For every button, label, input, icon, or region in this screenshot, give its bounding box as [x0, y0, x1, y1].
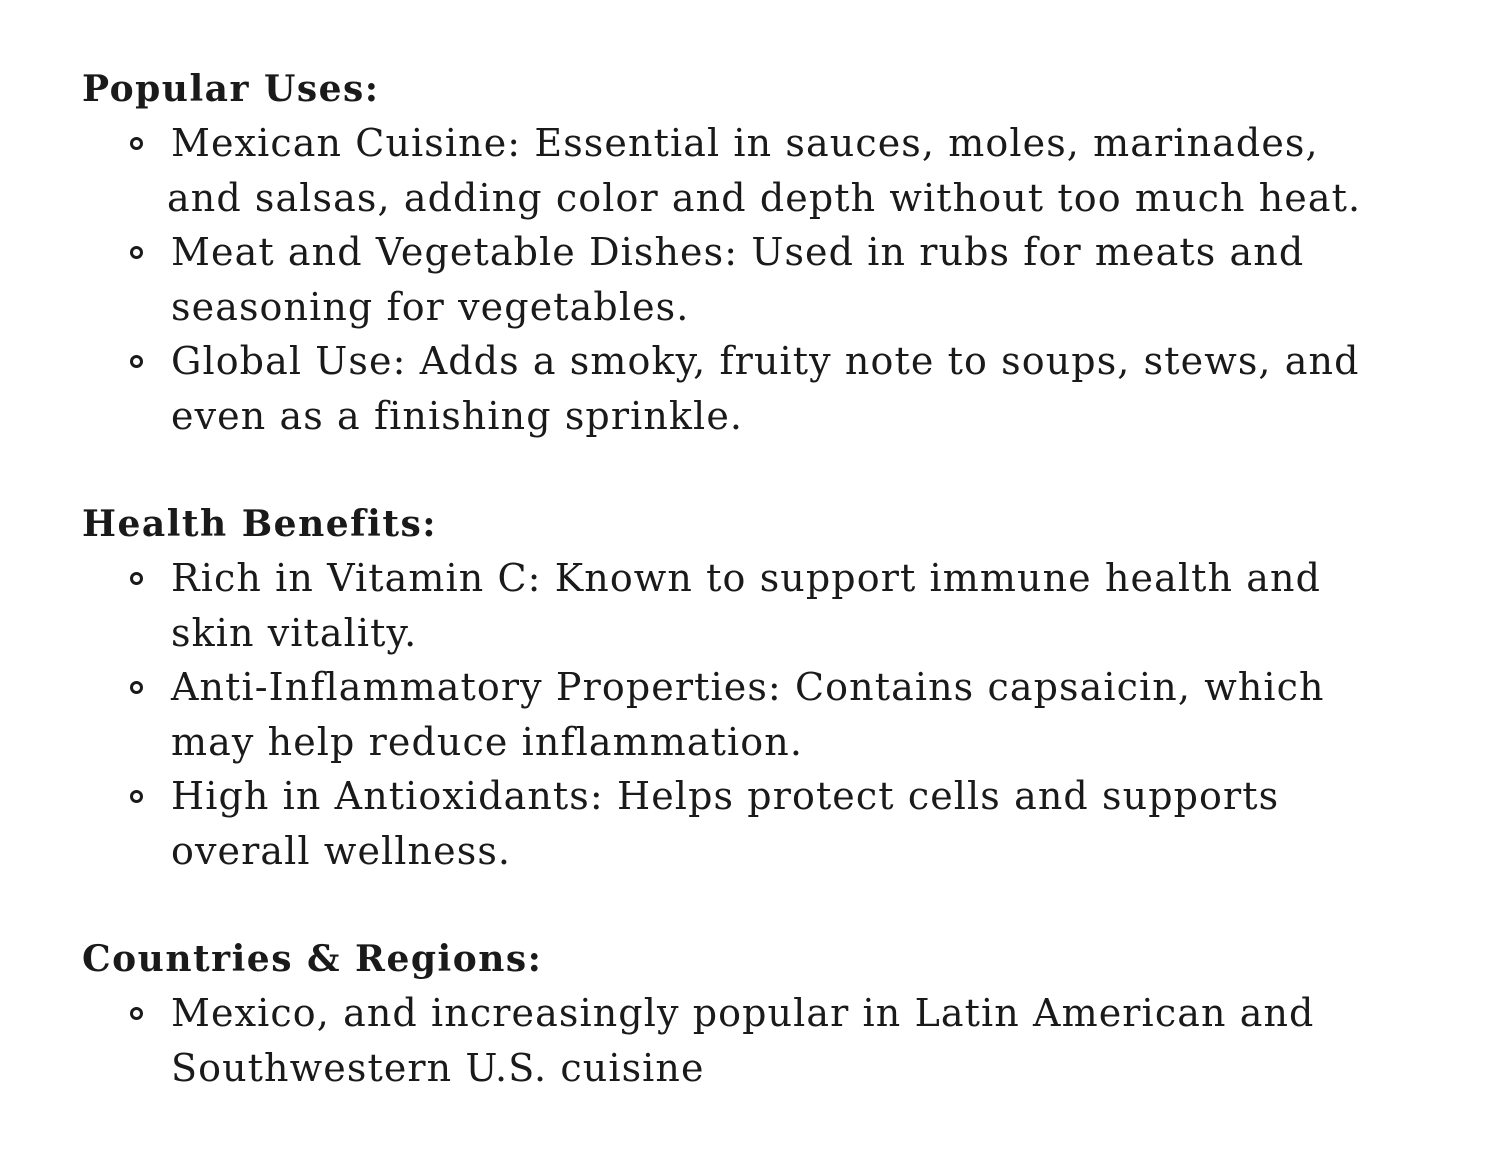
list-item [82, 551, 1472, 660]
list-item [82, 660, 1472, 769]
item-line: overall wellness. [171, 828, 512, 873]
list-item [82, 769, 1472, 878]
item-line: High in Antioxidants: Helps protect cells and supports [171, 774, 1280, 818]
section-heading: Countries & Regions: [82, 938, 543, 980]
item-line: may help reduce inflammation. [171, 719, 804, 764]
item-line: Anti-Inflammatory Properties: Contains capsaicin, which [171, 665, 1325, 709]
bullet-list [82, 986, 1472, 1095]
bullet-list [82, 551, 1472, 878]
section-popular-uses [82, 62, 1472, 443]
list-item [82, 225, 1472, 334]
bullet-circle-icon [130, 137, 143, 150]
item-line: Meat and Vegetable Dishes: Used in rubs for meats and [171, 230, 1305, 274]
item-line: and salsas, adding color and depth without too much heat. [167, 175, 1362, 220]
bullet-circle-icon [130, 681, 143, 694]
bullet-circle-icon [130, 790, 143, 803]
list-item [82, 986, 1472, 1095]
section-heading: Popular Uses: [82, 68, 380, 110]
section-countries-regions [82, 932, 1472, 1095]
list-item [82, 116, 1472, 225]
section-health-benefits [82, 497, 1472, 878]
bullet-circle-icon [130, 1007, 143, 1020]
item-line: seasoning for vegetables. [171, 284, 690, 329]
item-line: Mexican Cuisine: Essential in sauces, moles, marinades, [171, 121, 1319, 165]
bullet-circle-icon [130, 246, 143, 259]
item-line: even as a finishing sprinkle. [171, 393, 744, 438]
item-line: Global Use: Adds a smoky, fruity note to soups, stews, and [171, 339, 1360, 383]
section-heading: Health Benefits: [82, 503, 438, 545]
bullet-circle-icon [130, 572, 143, 585]
item-line: skin vitality. [171, 610, 418, 655]
item-line: Rich in Vitamin C: Known to support immune health and [171, 556, 1322, 600]
list-item [82, 334, 1472, 443]
item-line: Southwestern U.S. cuisine [171, 1045, 705, 1090]
bullet-list [82, 116, 1472, 443]
bullet-circle-icon [130, 355, 143, 368]
item-line: Mexico, and increasingly popular in Latin American and [171, 991, 1315, 1035]
